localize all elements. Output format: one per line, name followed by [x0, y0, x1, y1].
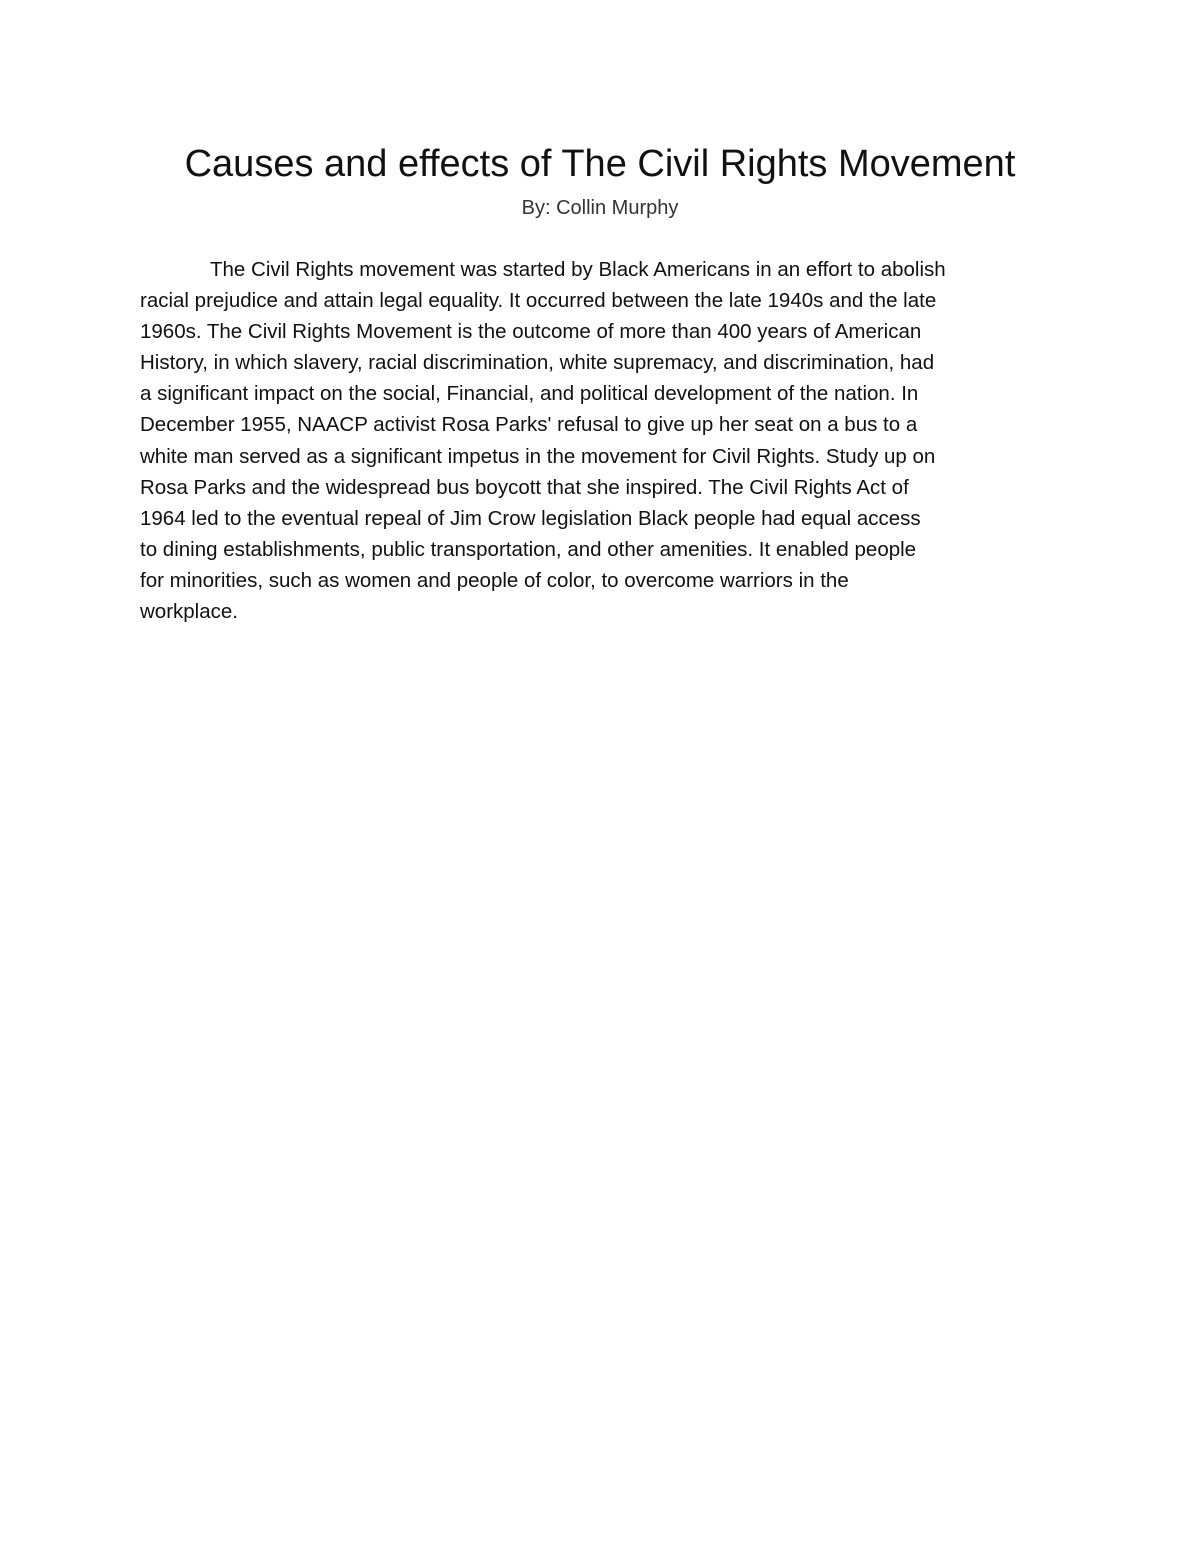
paragraph-line: to dining establishments, public transportation, and other amenities. It enabled people: [140, 537, 917, 561]
document-title: Causes and effects of The Civil Rights Movement: [184, 143, 1016, 185]
document-byline: By: Collin Murphy: [521, 197, 679, 219]
paragraph-line: 1964 led to the eventual repeal of Jim Crow legislation Black people had equal access: [140, 506, 921, 530]
paragraph-line: white man served as a significant impetus in the movement for Civil Rights. Study up on: [140, 444, 936, 468]
paragraph-line: workplace.: [140, 600, 238, 624]
paragraph-line: a significant impact on the social, Financial, and political development of the nation. In: [140, 382, 919, 406]
paragraph-line: 1960s. The Civil Rights Movement is the outcome of more than 400 years of American: [140, 320, 922, 344]
paragraph-line: racial prejudice and attain legal equality. It occurred between the late 1940s and the late: [140, 289, 937, 313]
document-paragraph: [140, 254, 1200, 627]
paragraph-line: Rosa Parks and the widespread bus boycott that she inspired. The Civil Rights Act of: [140, 475, 909, 499]
paragraph-line: The Civil Rights movement was started by Black Americans in an effort to abolish: [210, 258, 946, 281]
paragraph-line: for minorities, such as women and people of color, to overcome warriors in the: [140, 568, 849, 592]
paragraph-line: History, in which slavery, racial discrimination, white supremacy, and discrimination, had: [140, 351, 935, 375]
paragraph-line: December 1955, NAACP activist Rosa Parks' refusal to give up her seat on a bus to a: [140, 413, 918, 437]
